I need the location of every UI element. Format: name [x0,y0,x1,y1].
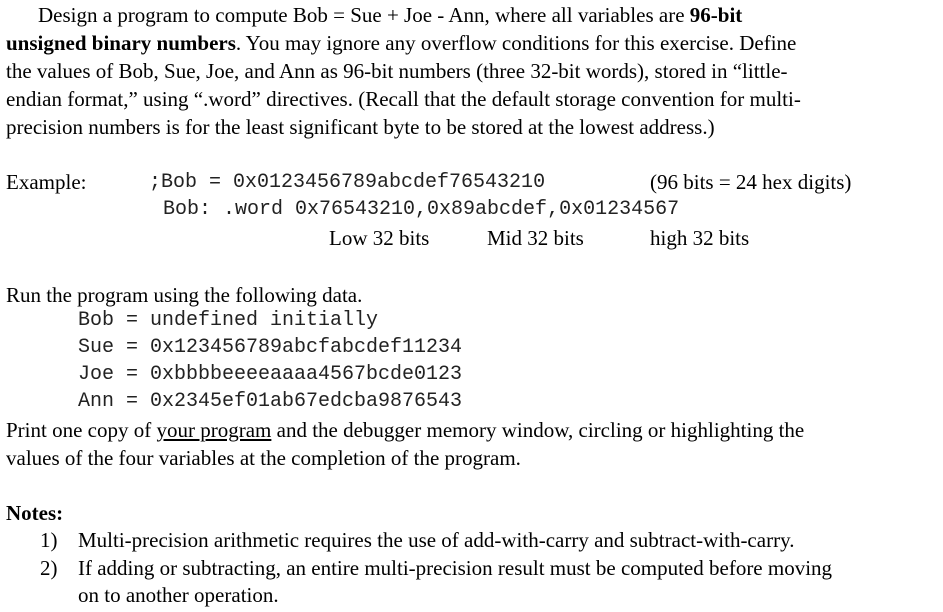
note-2-number: 2) [40,556,58,580]
notes-heading-text: Notes: [6,501,64,525]
print-text: and the debugger memory window, circling or highlighting the [271,418,805,442]
run-joe: Joe = 0xbbbbeeeeaaaa4567bcde0123 [78,363,463,386]
example-mid-bits: Mid 32 bits [487,226,584,250]
intro-text: . You may ignore any overflow conditions for this exercise. Define [235,31,797,55]
example-code-comment: ;Bob = 0x0123456789abcdef76543210 [149,171,546,194]
print-line-1 [6,417,804,444]
note-2-text: If adding or subtracting, an entire multi-precision result must be computed before moving [78,556,833,580]
run-sue: Sue = 0x123456789abcfabcdef11234 [78,336,463,359]
note-2-continuation: on to another operation. [78,583,279,607]
run-ann: Ann = 0x2345ef01ab67edcba9876543 [78,390,463,413]
intro-line-5: precision numbers is for the least significant byte to be stored at the lowest address.) [6,115,715,139]
run-bob: Bob = undefined initially [78,309,379,332]
intro-line-3: the values of Bob, Sue, Joe, and Ann as 96-bit numbers (three 32-bit words), stored in “little- [6,59,788,83]
intro-text: Design a program to compute Bob = Sue + Joe - Ann, where all variables are [38,3,690,27]
print-line-2: values of the four variables at the completion of the program. [6,446,521,470]
example-bits-note: (96 bits = 24 hex digits) [650,170,852,194]
note-1-number: 1) [40,528,58,552]
example-code-word: Bob: .word 0x76543210,0x89abcdef,0x01234567 [163,198,680,221]
intro-bold-unsigned: unsigned binary numbers [6,31,236,55]
intro-line-1 [38,2,742,29]
example-high-bits: high 32 bits [650,226,750,250]
run-heading: Run the program using the following data. [6,283,363,307]
intro-bold-96bit: 96-bit [689,3,743,27]
intro-line-4: endian format,” using “.word” directives. (Recall that the default storage convention for multi- [6,87,801,111]
note-1-text: Multi-precision arithmetic requires the use of add-with-carry and subtract-with-carry. [78,528,795,552]
example-label: Example: [6,170,87,194]
print-your-program: your program [156,418,272,442]
print-text: Print one copy of [6,418,157,442]
intro-line-2 [6,30,796,57]
example-low-bits: Low 32 bits [329,226,430,250]
notes-heading [6,500,63,527]
